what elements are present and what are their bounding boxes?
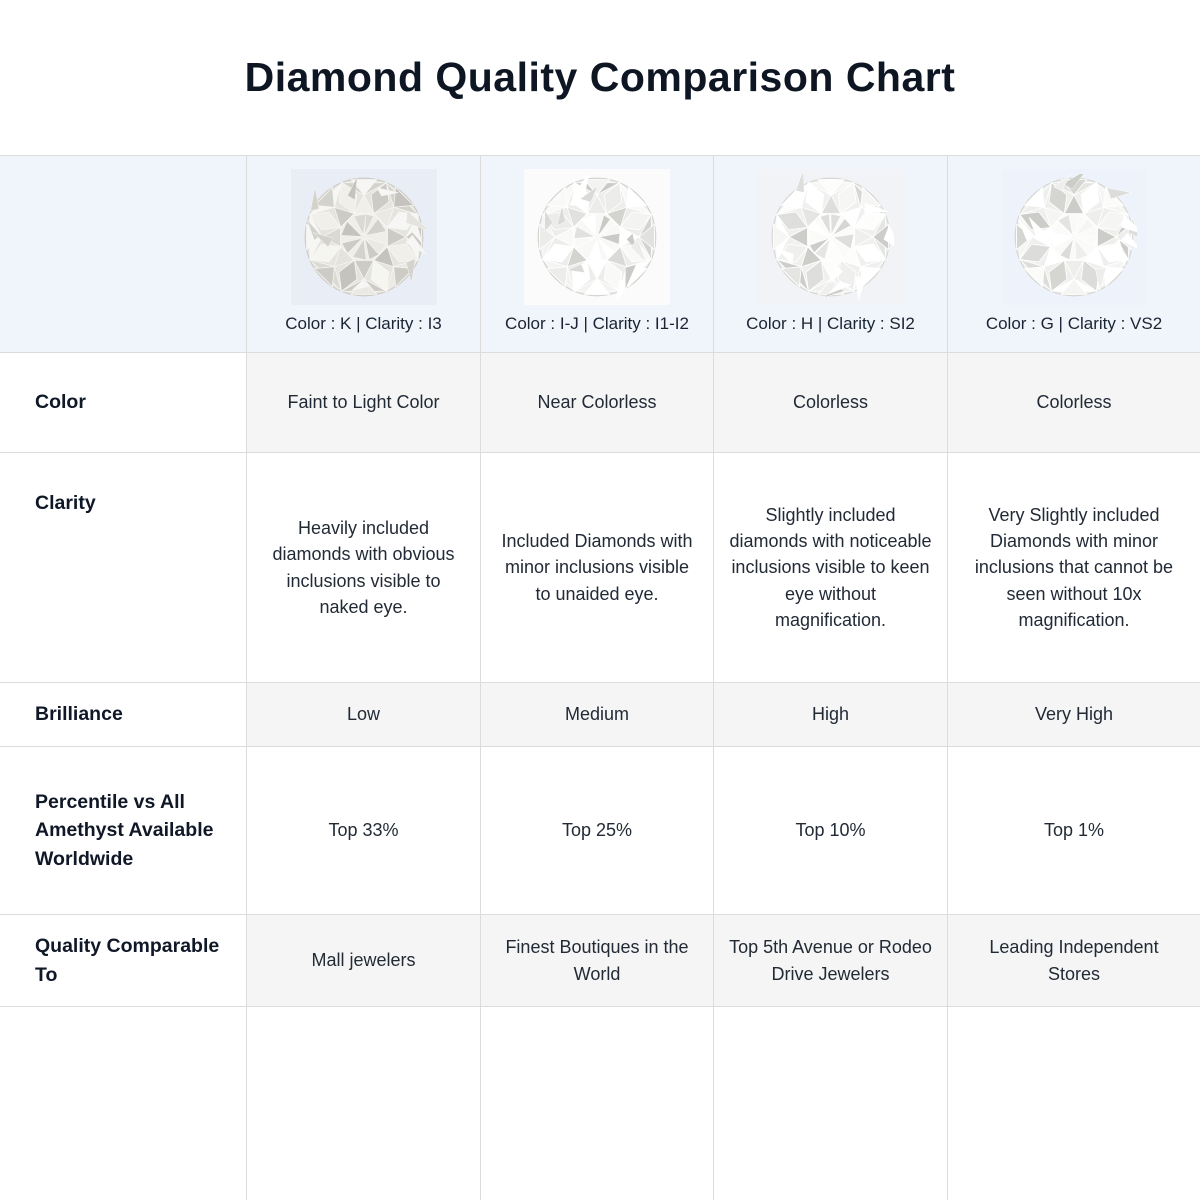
- clarity-value-cell: Included Diamonds with minor inclusions visible to unaided eye.: [480, 452, 713, 682]
- title-area: [0, 0, 1200, 155]
- brilliance-value-cell: Very High: [947, 682, 1200, 746]
- diamond-photo: [758, 169, 904, 305]
- diamond-icon: [768, 174, 894, 300]
- header-corner-cell: [0, 155, 246, 352]
- diamond-photo: [1001, 169, 1147, 305]
- brilliance-value-cell: Low: [246, 682, 480, 746]
- empty-cell: [713, 1006, 947, 1200]
- clarity-value-cell: Heavily included diamonds with obvious inclusions visible to naked eye.: [246, 452, 480, 682]
- diamond-icon: [301, 174, 427, 300]
- quality-value-cell: Mall jewelers: [246, 914, 480, 1006]
- quality-value-cell: Leading Independent Stores: [947, 914, 1200, 1006]
- empty-cell: [480, 1006, 713, 1200]
- color-value-cell: Colorless: [713, 352, 947, 452]
- empty-cell: [0, 1006, 246, 1200]
- column-header-h-si2: [713, 155, 947, 352]
- percentile-value-cell: Top 33%: [246, 746, 480, 914]
- comparison-table: [0, 155, 1200, 1200]
- column-header-g-vs2: [947, 155, 1200, 352]
- diamond-caption: Color : K | Clarity : I3: [285, 314, 442, 334]
- diamond-caption: Color : G | Clarity : VS2: [985, 314, 1163, 334]
- empty-cell: [947, 1006, 1200, 1200]
- row-label-quality-comparable: Quality Comparable To: [0, 914, 246, 1006]
- percentile-value-cell: Top 25%: [480, 746, 713, 914]
- quality-value-cell: Finest Boutiques in the World: [480, 914, 713, 1006]
- color-value-cell: Colorless: [947, 352, 1200, 452]
- percentile-value-cell: Top 1%: [947, 746, 1200, 914]
- column-header-ij-i1i2: [480, 155, 713, 352]
- row-label-color: Color: [0, 352, 246, 452]
- brilliance-value-cell: High: [713, 682, 947, 746]
- diamond-caption: Color : I-J | Clarity : I1-I2: [505, 314, 689, 334]
- row-label-clarity: Clarity: [0, 452, 246, 682]
- diamond-icon: [534, 174, 660, 300]
- color-value-cell: Faint to Light Color: [246, 352, 480, 452]
- diamond-photo: [291, 169, 437, 305]
- row-label-brilliance: Brilliance: [0, 682, 246, 746]
- percentile-value-cell: Top 10%: [713, 746, 947, 914]
- quality-value-cell: Top 5th Avenue or Rodeo Drive Jewelers: [713, 914, 947, 1006]
- brilliance-value-cell: Medium: [480, 682, 713, 746]
- diamond-caption: Color : H | Clarity : SI2: [746, 314, 915, 334]
- row-label-percentile: Percentile vs All Amethyst Available Worldwide: [0, 746, 246, 914]
- diamond-icon: [1011, 174, 1137, 300]
- color-value-cell: Near Colorless: [480, 352, 713, 452]
- diamond-photo: [524, 169, 670, 305]
- empty-cell: [246, 1006, 480, 1200]
- clarity-value-cell: Slightly included diamonds with noticeable inclusions visible to keen eye without magnification.: [713, 452, 947, 682]
- page-title: Diamond Quality Comparison Chart: [244, 54, 956, 100]
- clarity-value-cell: Very Slightly included Diamonds with minor inclusions that cannot be seen without 10x magnification.: [947, 452, 1200, 682]
- column-header-k-i3: [246, 155, 480, 352]
